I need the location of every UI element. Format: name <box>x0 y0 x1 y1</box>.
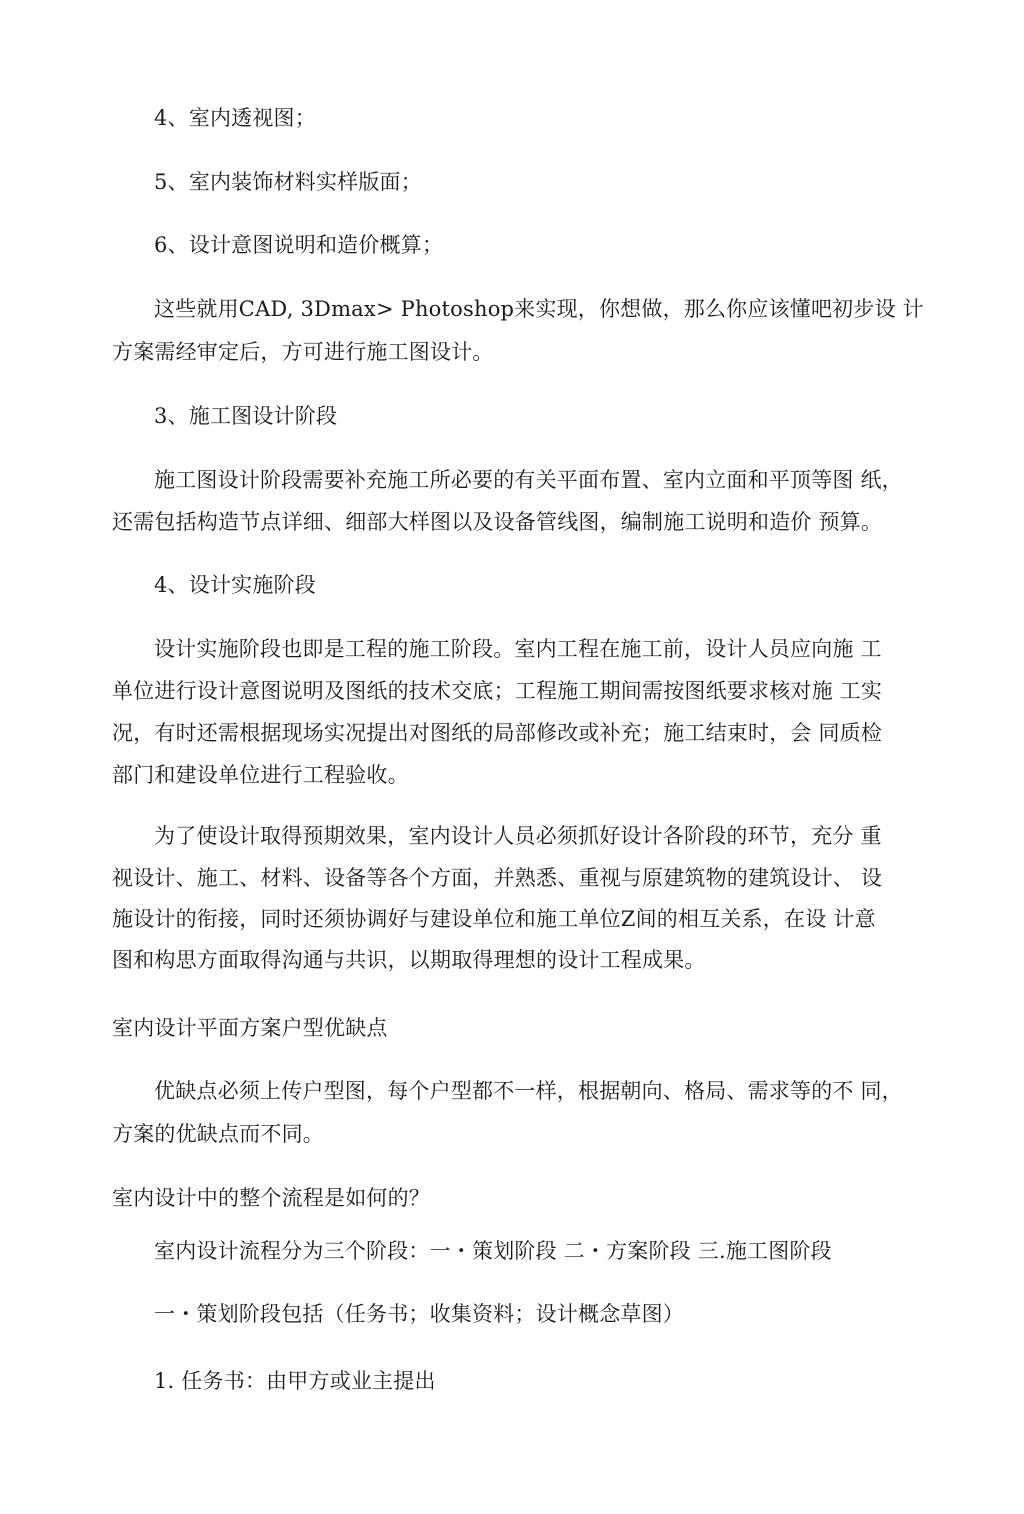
paragraph-construction-line-2: 还需包括构造节点详细、细部大样图以及设备管线图，编制施工说明和造价 预算。 <box>112 510 883 534</box>
paragraph-coordination-line-4: 图和构思方面取得沟通与共识，以期取得理想的设计工程成果。 <box>112 948 706 972</box>
paragraph-implementation-line-4: 部门和建设单位进行工程验收。 <box>112 763 409 787</box>
paragraph-software-line-2: 方案需经审定后，方可进行施工图设计。 <box>112 340 494 364</box>
paragraph-pros-cons-line-2: 方案的优缺点而不同。 <box>112 1122 324 1146</box>
paragraph-implementation-line-2: 单位进行设计意图说明及图纸的技术交底；工程施工期间需按图纸要求核对施 工实 <box>112 679 883 703</box>
paragraph-software-line-1: 这些就用CAD, 3Dmax> Photoshop来实现，你想做，那么你应该懂吧初步设 计 <box>154 297 924 321</box>
section-heading-implementation: 4、设计实施阶段 <box>154 573 316 597</box>
paragraph-coordination-line-3: 施设计的衔接，同时还须协调好与建设单位和施工单位Z间的相互关系，在设 计意 <box>112 907 876 931</box>
paragraph-planning-stage: 一・策划阶段包括（任务书；收集资料；设计概念草图） <box>154 1302 684 1326</box>
list-item-perspective: 4、室内透视图； <box>154 106 316 130</box>
paragraph-construction-line-1: 施工图设计阶段需要补充施工所必要的有关平面布置、室内立面和平顶等图 纸， <box>154 468 903 492</box>
heading-floor-plan-pros-cons: 室内设计平面方案户型优缺点 <box>112 1016 388 1040</box>
heading-design-process: 室内设计中的整个流程是如何的？ <box>112 1186 430 1210</box>
list-item-material-board: 5、室内装饰材料实样版面； <box>154 170 422 194</box>
paragraph-coordination-line-2: 视设计、施工、材料、设备等各个方面，并熟悉、重视与原建筑物的建筑设计、 设 <box>112 866 883 890</box>
paragraph-implementation-line-1: 设计实施阶段也即是工程的施工阶段。室内工程在施工前，设计人员应向施 工 <box>154 637 882 661</box>
paragraph-process-stages: 室内设计流程分为三个阶段：一・策划阶段 二・方案阶段 三.施工图阶段 <box>154 1239 832 1263</box>
list-item-task-book: 1. 任务书：由甲方或业主提出 <box>154 1369 436 1393</box>
section-heading-construction-drawing: 3、施工图设计阶段 <box>154 404 338 428</box>
paragraph-implementation-line-3: 况，有时还需根据现场实况提出对图纸的局部修改或补充；施工结束时，会 同质检 <box>112 721 883 745</box>
list-item-design-intent: 6、设计意图说明和造价概算； <box>154 233 444 257</box>
paragraph-coordination-line-1: 为了使设计取得预期效果，室内设计人员必须抓好设计各阶段的环节，充分 重 <box>154 824 882 848</box>
paragraph-pros-cons-line-1: 优缺点必须上传户型图，每个户型都不一样，根据朝向、格局、需求等的不 同， <box>154 1079 903 1103</box>
